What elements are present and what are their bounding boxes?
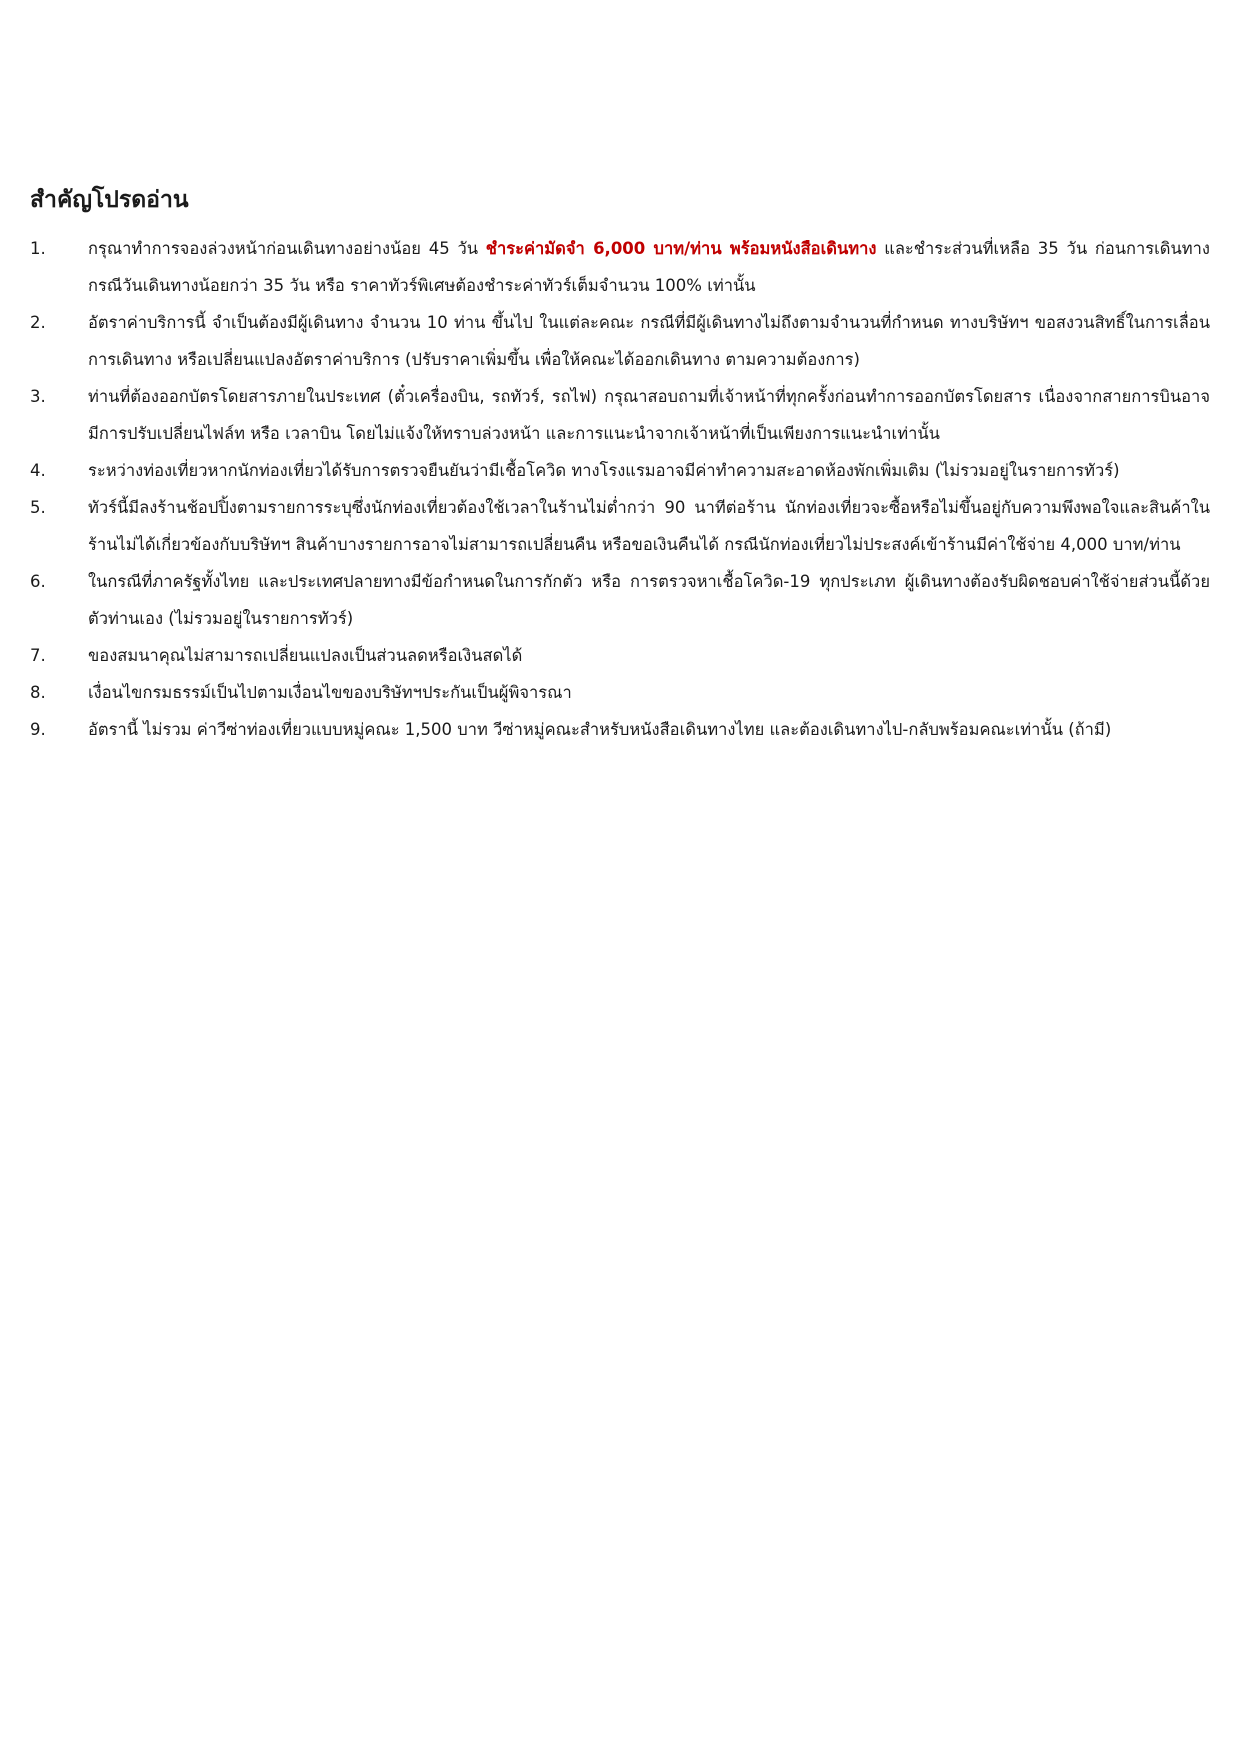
item-number: 4. [30, 461, 46, 480]
list-item [30, 489, 1210, 563]
item-text: กรุณาทำการจองล่วงหน้าก่อนเดินทางอย่างน้อย 45 วัน [88, 239, 486, 258]
item-text: ทัวร์นี้มีลงร้านช้อปปิ้งตามรายการระบุซึ่งนักท่องเที่ยวต้องใช้เวลาในร้านไม่ต่ำกว่า 90 นาทีต่อร้าน นักท่องเที่ยวจะซื้อหรือไม่ขึ้นอยู่กับความพึงพอใจและสินค้าในร้านไม่ได้เกี่ยวข้องกับบริษัทฯ สินค้าบางรายการอาจไม่สามารถเปลี่ยนคืน หรือขอเงินคืนได้ กรณีนักท่องเที่ยวไม่ประสงค์เข้าร้านมีค่าใช้จ่าย 4,000 บาท/ท่าน [88, 498, 1210, 554]
deposit-highlight: ชำระค่ามัดจำ 6,000 บาท/ท่าน พร้อมหนังสือเดินทาง [485, 239, 877, 258]
item-number: 3. [30, 387, 46, 406]
item-text: ท่านที่ต้องออกบัตรโดยสารภายในประเทศ (ตั๋วเครื่องบิน, รถทัวร์, รถไฟ) กรุณาสอบถามที่เจ้าหน้าที่ทุกครั้งก่อนทำการออกบัตรโดยสาร เนื่องจากสายการบินอาจมีการปรับเปลี่ยนไฟล์ท หรือ เวลาบิน โดยไม่แจ้งให้ทราบล่วงหน้า และการแนะนำจากเจ้าหน้าที่เป็นเพียงการแนะนำเท่านั้น [88, 387, 1210, 443]
item-text: อัตราค่าบริการนี้ จำเป็นต้องมีผู้เดินทาง จำนวน 10 ท่าน ขึ้นไป ในแต่ละคณะ กรณีที่มีผู้เดินทางไม่ถึงตามจำนวนที่กำหนด ทางบริษัทฯ ขอสงวนสิทธิ์ในการเลื่อนการเดินทาง หรือเปลี่ยนแปลงอัตราค่าบริการ (ปรับราคาเพิ่มขึ้น เพื่อให้คณะได้ออกเดินทาง ตามความต้องการ) [88, 313, 1210, 369]
list-item [30, 637, 1210, 674]
item-number: 1. [30, 239, 46, 258]
item-number: 5. [30, 498, 46, 517]
list-item [30, 304, 1210, 378]
item-number: 6. [30, 572, 46, 591]
item-text: ระหว่างท่องเที่ยวหากนักท่องเที่ยวได้รับการตรวจยืนยันว่ามีเชื้อโควิด ทางโรงแรมอาจมีค่าทำความสะอาดห้องพักเพิ่มเติม (ไม่รวมอยู่ในรายการทัวร์) [88, 461, 1120, 480]
list-item [30, 674, 1210, 711]
item-number: 7. [30, 646, 46, 665]
list-item [30, 711, 1210, 748]
item-text: ของสมนาคุณไม่สามารถเปลี่ยนแปลงเป็นส่วนลดหรือเงินสดได้ [88, 646, 523, 665]
list-item [30, 378, 1210, 452]
item-number: 2. [30, 313, 46, 332]
item-text: และชำระส่วนที่เหลือ 35 วัน ก่อนการเดินทาง กรณีวันเดินทางน้อยกว่า 35 วัน หรือ ราคาทัวร์พิเศษต้องชำระค่าทัวร์เต็มจำนวน 100% เท่านั้น [88, 239, 1210, 295]
item-text: ในกรณีที่ภาครัฐทั้งไทย และประเทศปลายทางมีข้อกำหนดในการกักตัว หรือ การตรวจหาเชื้อโควิด-19 ทุกประเภท ผู้เดินทางต้องรับผิดชอบค่าใช้จ่ายส่วนนี้ด้วยตัวท่านเอง (ไม่รวมอยู่ในรายการทัวร์) [88, 572, 1210, 628]
list-item [30, 230, 1210, 304]
list-item [30, 563, 1210, 637]
item-number: 8. [30, 683, 46, 702]
item-text: อัตรานี้ ไม่รวม ค่าวีซ่าท่องเที่ยวแบบหมู่คณะ 1,500 บาท วีซ่าหมู่คณะสำหรับหนังสือเดินทางไทย และต้องเดินทางไป-กลับพร้อมคณะเท่านั้น (ถ้ามี) [88, 720, 1112, 739]
list-item [30, 452, 1210, 489]
important-notes-section [30, 180, 1210, 748]
section-title: สำคัญโปรดอ่าน [30, 187, 189, 213]
item-text: เงื่อนไขกรมธรรม์เป็นไปตามเงื่อนไขของบริษัทฯประกันเป็นผู้พิจารณา [88, 683, 572, 702]
notes-list [30, 230, 1210, 748]
item-number: 9. [30, 720, 46, 739]
